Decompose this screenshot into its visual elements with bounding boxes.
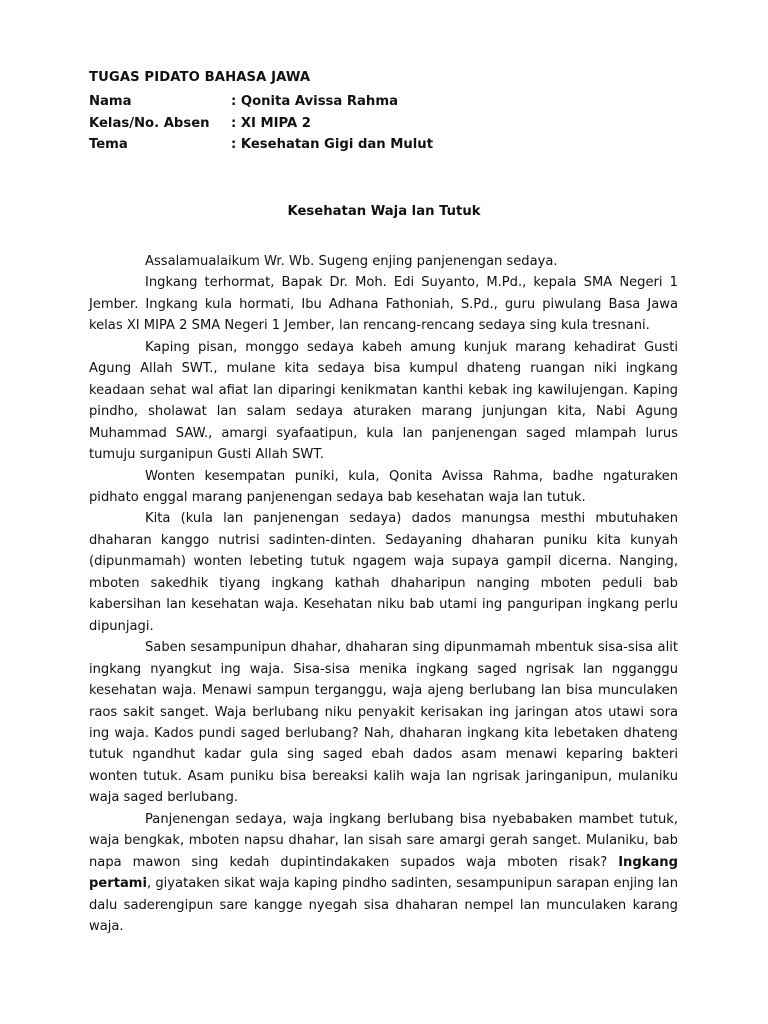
header-label-theme: Tema bbox=[89, 137, 128, 152]
header-value-theme: : Kesehatan Gigi dan Mulut bbox=[231, 137, 433, 152]
paragraph-intro: Wonten kesempatan puniki, kula, Qonita Avissa Rahma, badhe ngaturaken pidhato enggal marang panjenengan sedaya bab kesehatan waja lan tutuk. bbox=[89, 468, 678, 505]
paragraph-cavities: Saben sesampunipun dhahar, dhaharan sing dipunmamah mbentuk sisa-sisa alit ingkang nyangkut ing waja. Sisa-sisa menika ingkang saged ngrisak lan ngganggu kesehatan waja. Menawi sampun terganggu, waja ajeng berlubang lan bisa munculaken raos sakit sanget. Waja berlubang niku penyakit kerisakan ing jaringan atos utawi sora ing waja. Kados pundi saged berlubang? Nah, dhaharan ingkang kita lebetaken dhateng tutuk ngandhut kadar gula sing saged ebah dados asam menawi keparing bakteri wonten tutuk. Asam puniku bisa bereaksi kalih waja lan ngrisak jaringanipun, mulaniku waja saged berlubang. bbox=[89, 640, 678, 806]
assignment-title: TUGAS PIDATO BAHASA JAWA bbox=[89, 70, 311, 85]
paragraph-prevention bbox=[89, 809, 678, 938]
header-label-class: Kelas/No. Absen bbox=[89, 116, 210, 131]
header-value-class: : XI MIPA 2 bbox=[231, 116, 311, 131]
speech-title: Kesehatan Waja lan Tutuk bbox=[287, 204, 481, 219]
header-value-name: : Qonita Avissa Rahma bbox=[231, 94, 398, 109]
prevention-text-b: , giyataken sikat waja kaping pindho sadinten, sesampunipun sarapan enjing lan dalu saderengipun sare kangge nyegah sisa dhaharan nempel lan munculaken karang waja. bbox=[89, 876, 678, 935]
paragraph-nutrition: Kita (kula lan panjenengan sedaya) dados manungsa mesthi mbutuhaken dhaharan kanggo nutrisi sadinten-dinten. Sedayaning dhaharan puniku kita kunyah (dipunmamah) wonten lebeting tutuk ngagem waja supaya gampil dicerna. Nanging, mboten sakedhik tiyang ingkang kathah dhaharipun nanging mboten peduli bab kabersihan lan kesehatan waja. Kesehatan niku bab utami ing panguripan ingkang perlu dipunjagi. bbox=[89, 511, 678, 634]
prevention-text-a: Panjenengan sedaya, waja ingkang berlubang bisa nyebabaken mambet tutuk, waja bengkak, mboten napsu dhahar, lan sisah sare amargi gerah sanget. Mulaniku, bab napa mawon sing kedah dupintindakaken supados waja mboten risak? bbox=[89, 811, 678, 870]
paragraph-gratitude: Kaping pisan, monggo sedaya kabeh amung kunjuk marang kehadirat Gusti Agung Allah SWT., mulane kita sedaya bisa kumpul dhateng ruangan niki ingkang keadaan sehat wal afiat lan diparingi kenikmatan kanthi kebak ing kawilujengan. Kaping pindho, sholawat lan salam sedaya aturaken marang junjungan kita, Nabi Agung Muhammad SAW., amargi syafaatipun, kula lan panjenengan saged mlampah lurus tumuju surganipun Gusti Allah SWT. bbox=[89, 339, 678, 463]
prevention-text-bold: Ingkang pertami bbox=[89, 854, 678, 892]
speech-body bbox=[89, 251, 678, 938]
paragraph-greeting: Assalamualaikum Wr. Wb. Sugeng enjing panjenengan sedaya. bbox=[145, 254, 558, 269]
paragraph-honorifics: Ingkang terhormat, Bapak Dr. Moh. Edi Suyanto, M.Pd., kepala SMA Negeri 1 Jember. Ingkang kula hormati, Ibu Adhana Fathoniah, S.Pd., guru piwulang Basa Jawa kelas XI MIPA 2 SMA Negeri 1 Jember, lan rencang-rencang sedaya sing kula tresnani. bbox=[89, 275, 678, 334]
header-label-name: Nama bbox=[89, 94, 132, 109]
